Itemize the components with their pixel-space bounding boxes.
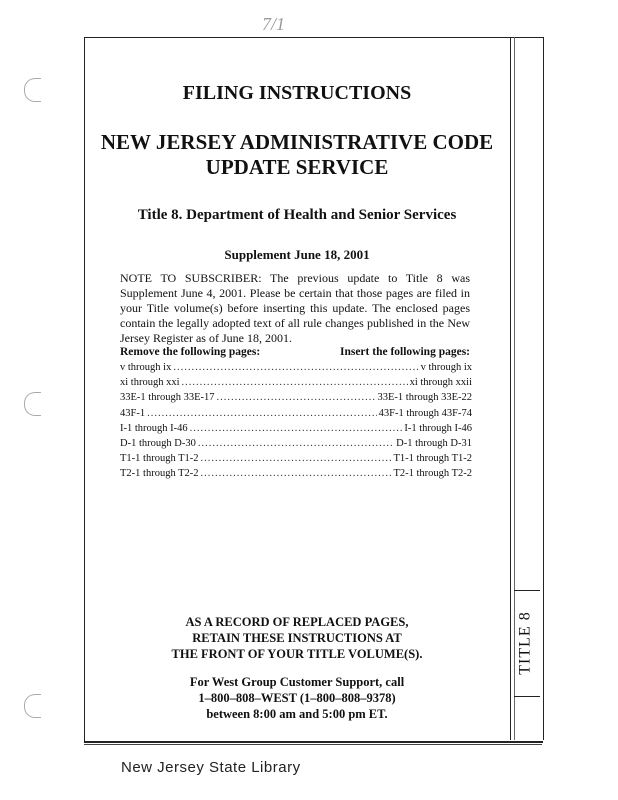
leader-dots [182,377,408,388]
insert-pages: 43F-1 through 43F-74 [378,407,472,419]
leader-dots [147,408,377,419]
page-row [120,362,472,377]
insert-column-header: Insert the following pages: [339,346,470,358]
title-tab-label: TITLE 8 [517,611,535,675]
title-tab [513,597,539,689]
punch-hole-top [24,78,41,102]
leader-dots [217,392,376,403]
insert-pages: I-1 through I-46 [404,422,472,434]
remove-pages: 43F-1 [120,407,146,419]
remove-pages: I-1 through I-46 [120,422,188,434]
insert-pages: v through ix [420,362,472,373]
leader-dots [201,453,392,464]
insert-pages: D-1 through D-31 [396,437,472,449]
support-phone: 1–800–808–WEST (1–800–808–9378) [198,691,396,705]
support-line1: For West Group Customer Support, call [189,675,405,689]
supplement-date: Supplement June 18, 2001 [224,247,370,262]
page-list [120,362,472,484]
leader-dots [201,468,392,479]
punch-hole-bottom [24,694,41,718]
page-row [120,438,472,453]
insert-pages: 33E-1 through 33E-22 [377,392,472,404]
record-line1: AS A RECORD OF REPLACED PAGES, [185,615,409,629]
insert-pages: T1-1 through T1-2 [393,453,472,465]
code-title-line1: NEW JERSEY ADMINISTRATIVE CODE [100,130,494,154]
remove-pages: T1-1 through T1-2 [120,453,199,465]
record-line2: RETAIN THESE INSTRUCTIONS AT [192,631,402,645]
leader-dots [190,423,403,434]
remove-pages: T2-1 through T2-2 [120,468,199,480]
insert-pages: T2-1 through T2-2 [393,468,472,480]
page-row [120,377,472,392]
code-title-line2: UPDATE SERVICE [205,155,389,179]
punch-hole-middle [24,392,41,416]
insert-pages: xi through xxii [409,377,472,389]
remove-column-header: Remove the following pages: [120,346,261,358]
page-row [120,408,472,423]
remove-pages: 33E-1 through 33E-17 [120,392,215,404]
handwritten-mark: 7/1 [262,14,286,34]
page-row [120,453,472,468]
library-stamp: New Jersey State Library [121,759,301,776]
title-line: Title 8. Department of Health and Senior Services [137,207,457,223]
record-line3: THE FRONT OF YOUR TITLE VOLUME(S). [171,647,423,661]
remove-pages: xi through xxi [120,377,180,389]
bottom-rule [84,744,542,745]
leader-dots [198,438,394,449]
page-row [120,392,472,407]
subscriber-note: NOTE TO SUBSCRIBER: The previous update to Title 8 was Supplement June 4, 2001. Please be certain that those pages are filed in your Title volume(s) before inserting this update. The enclosed pages contain the legally adopted text of all rule changes published in the New Jersey Register as of June 18, 2001. [120,271,470,345]
page-title: FILING INSTRUCTIONS [182,82,412,104]
remove-pages: v through ix [120,362,172,373]
remove-pages: D-1 through D-30 [120,437,196,449]
page-row [120,468,472,483]
leader-dots [173,362,418,373]
support-hours: between 8:00 am and 5:00 pm ET. [206,707,388,721]
page-row [120,423,472,438]
